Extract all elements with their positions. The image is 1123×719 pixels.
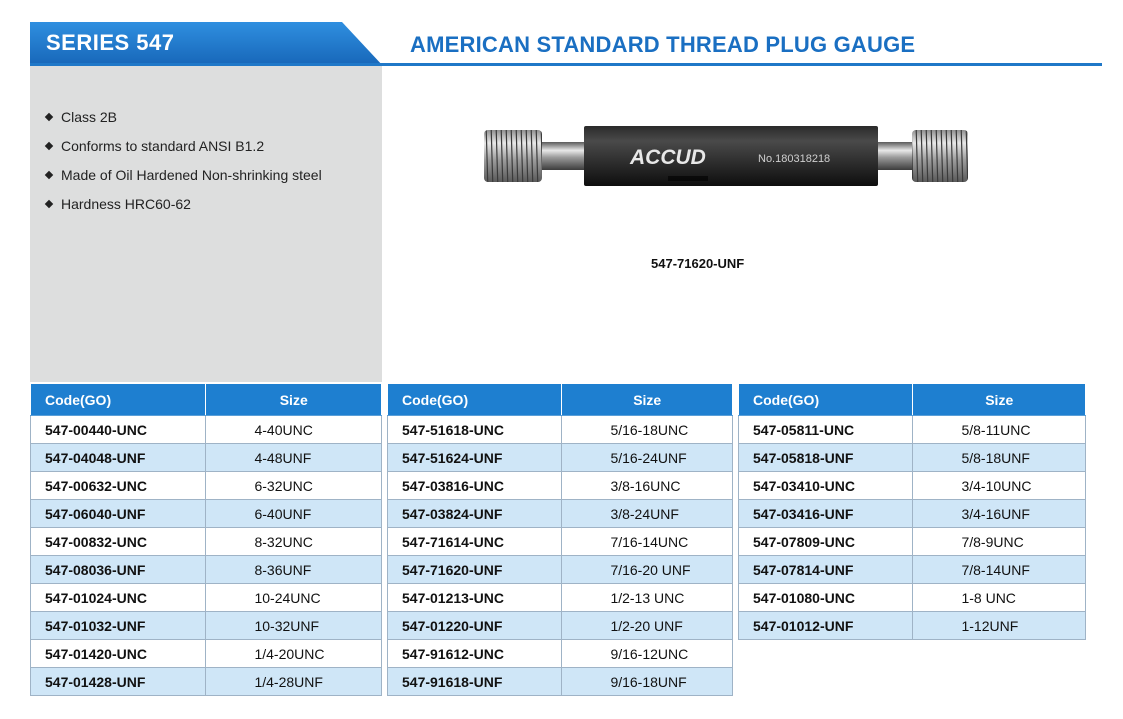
size-cell: 5/16-24UNF [562, 444, 733, 472]
code-cell: 547-00440-UNC [31, 416, 206, 444]
size-cell: 8-36UNF [206, 556, 382, 584]
gauge-table-3 [738, 383, 1086, 640]
series-tab [30, 22, 383, 66]
table-row [739, 500, 1086, 528]
table-row [388, 472, 733, 500]
table-row [31, 500, 382, 528]
code-cell: 547-01080-UNC [739, 584, 913, 612]
table-row [739, 472, 1086, 500]
table-row [31, 444, 382, 472]
table-row [31, 584, 382, 612]
size-cell: 10-32UNF [206, 612, 382, 640]
gauge-table-2 [387, 383, 733, 696]
table-row [31, 640, 382, 668]
code-cell: 547-03410-UNC [739, 472, 913, 500]
size-cell: 3/4-10UNC [913, 472, 1086, 500]
code-cell: 547-03816-UNC [388, 472, 562, 500]
size-cell: 7/8-14UNF [913, 556, 1086, 584]
no-go-thread-end [912, 130, 968, 182]
size-cell: 7/16-14UNC [562, 528, 733, 556]
code-cell: 547-03824-UNF [388, 500, 562, 528]
series-title: SERIES 547 [46, 30, 175, 55]
table-row [388, 612, 733, 640]
size-cell: 4-40UNC [206, 416, 382, 444]
code-cell: 547-01420-UNC [31, 640, 206, 668]
code-cell: 547-03416-UNF [739, 500, 913, 528]
gauge-handle [584, 126, 878, 186]
code-column-header: Code(GO) [388, 384, 562, 416]
code-cell: 547-05811-UNC [739, 416, 913, 444]
size-cell: 7/8-9UNC [913, 528, 1086, 556]
size-column-header: Size [913, 384, 1086, 416]
table-row [388, 416, 733, 444]
table-row [31, 668, 382, 696]
size-cell: 1/4-28UNF [206, 668, 382, 696]
table-row [739, 528, 1086, 556]
diamond-bullet-icon [45, 142, 53, 150]
feature-item: Class 2B [46, 108, 322, 137]
code-cell: 547-01220-UNF [388, 612, 562, 640]
size-cell: 10-24UNC [206, 584, 382, 612]
plug-gauge-image [480, 122, 972, 192]
size-cell: 3/4-16UNF [913, 500, 1086, 528]
size-cell: 1-12UNF [913, 612, 1086, 640]
table-header-row [739, 384, 1086, 416]
brand-logo: ACCUD [630, 146, 706, 169]
size-column-header: Size [206, 384, 382, 416]
left-neck [542, 142, 586, 170]
size-cell: 9/16-18UNF [562, 668, 733, 696]
code-cell: 547-00632-UNC [31, 472, 206, 500]
code-cell: 547-91618-UNF [388, 668, 562, 696]
table-row [739, 556, 1086, 584]
size-cell: 1/2-20 UNF [562, 612, 733, 640]
code-cell: 547-51618-UNC [388, 416, 562, 444]
table-row [739, 416, 1086, 444]
table-row [388, 640, 733, 668]
code-cell: 547-51624-UNF [388, 444, 562, 472]
size-cell: 3/8-24UNF [562, 500, 733, 528]
product-caption: 547-71620-UNF [651, 256, 745, 271]
features-panel [30, 66, 382, 382]
table-row [388, 528, 733, 556]
gauge-table-1 [30, 383, 382, 696]
table-row [388, 584, 733, 612]
table-row [31, 556, 382, 584]
size-cell: 1-8 UNC [913, 584, 1086, 612]
feature-item: Conforms to standard ANSI B1.2 [46, 137, 322, 166]
table-header-row [31, 384, 382, 416]
code-cell: 547-71620-UNF [388, 556, 562, 584]
size-cell: 5/8-18UNF [913, 444, 1086, 472]
table-row [388, 668, 733, 696]
table-row [31, 528, 382, 556]
code-column-header: Code(GO) [31, 384, 206, 416]
table-row [739, 444, 1086, 472]
page-title: AMERICAN STANDARD THREAD PLUG GAUGE [410, 32, 916, 57]
table-row [739, 612, 1086, 640]
table-row [31, 472, 382, 500]
size-cell: 4-48UNF [206, 444, 382, 472]
table-row [739, 584, 1086, 612]
diamond-bullet-icon [45, 171, 53, 179]
size-cell: 6-40UNF [206, 500, 382, 528]
diamond-bullet-icon [45, 113, 53, 121]
feature-item: Hardness HRC60-62 [46, 195, 322, 224]
code-cell: 547-07814-UNF [739, 556, 913, 584]
size-cell: 7/16-20 UNF [562, 556, 733, 584]
features-list [46, 108, 322, 224]
serial-number: No.180318218 [758, 153, 831, 165]
code-cell: 547-01012-UNF [739, 612, 913, 640]
table-row [31, 612, 382, 640]
size-cell: 9/16-12UNC [562, 640, 733, 668]
diamond-bullet-icon [45, 200, 53, 208]
code-cell: 547-01032-UNF [31, 612, 206, 640]
size-cell: 5/8-11UNC [913, 416, 1086, 444]
table-header-row [388, 384, 733, 416]
code-cell: 547-08036-UNF [31, 556, 206, 584]
code-column-header: Code(GO) [739, 384, 913, 416]
code-cell: 547-01024-UNC [31, 584, 206, 612]
code-cell: 547-01428-UNF [31, 668, 206, 696]
code-cell: 547-01213-UNC [388, 584, 562, 612]
size-column-header: Size [562, 384, 733, 416]
code-cell: 547-07809-UNC [739, 528, 913, 556]
size-cell: 1/4-20UNC [206, 640, 382, 668]
code-cell: 547-06040-UNF [31, 500, 206, 528]
code-cell: 547-00832-UNC [31, 528, 206, 556]
code-cell: 547-05818-UNF [739, 444, 913, 472]
table-row [31, 416, 382, 444]
code-cell: 547-71614-UNC [388, 528, 562, 556]
table-row [388, 444, 733, 472]
code-cell: 547-04048-UNF [31, 444, 206, 472]
size-cell: 6-32UNC [206, 472, 382, 500]
size-cell: 1/2-13 UNC [562, 584, 733, 612]
table-row [388, 556, 733, 584]
feature-item: Made of Oil Hardened Non-shrinking steel [46, 166, 322, 195]
size-cell: 3/8-16UNC [562, 472, 733, 500]
go-thread-end [484, 130, 542, 182]
table-row [388, 500, 733, 528]
code-cell: 547-91612-UNC [388, 640, 562, 668]
size-cell: 8-32UNC [206, 528, 382, 556]
size-cell: 5/16-18UNC [562, 416, 733, 444]
